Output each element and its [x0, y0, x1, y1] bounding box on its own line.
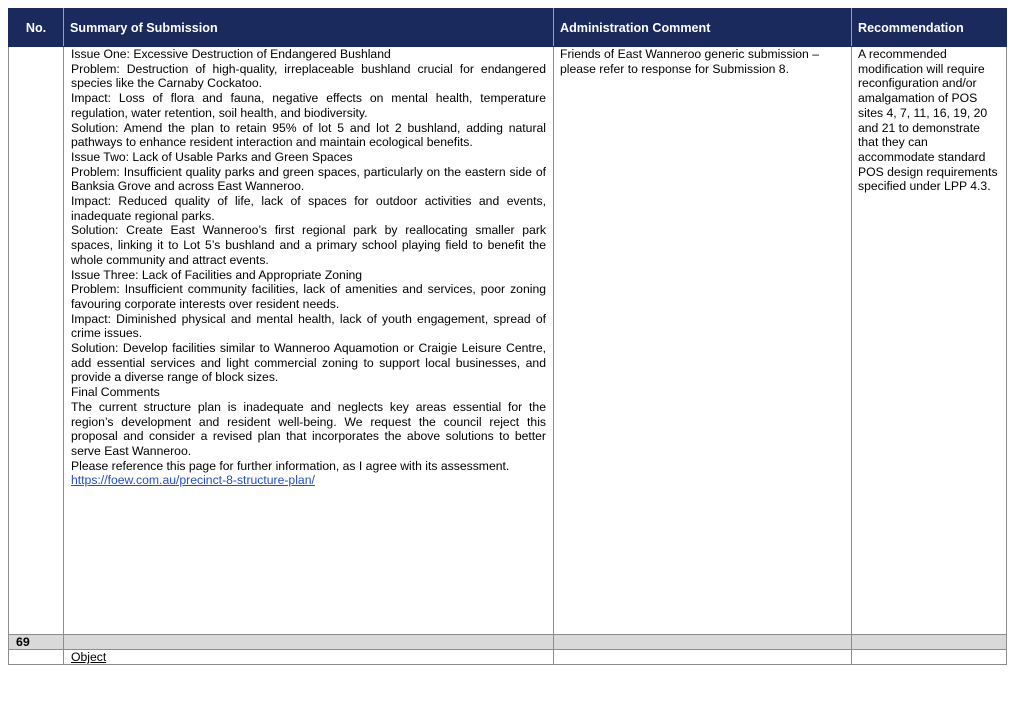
summary-line: Problem: Insufficient quality parks and green spaces, particularly on the eastern side of Banksia Grove and across East Wanneroo.	[71, 164, 546, 194]
number-row-blank	[852, 635, 1007, 650]
summary-line: Impact: Diminished physical and mental health, lack of youth engagement, spread of crime issues.	[71, 311, 546, 341]
header-summary: Summary of Submission	[64, 9, 554, 47]
submission-number: 69	[9, 635, 64, 650]
summary-line: Impact: Reduced quality of life, lack of spaces for outdoor activities and events, inadequate regional parks.	[71, 194, 546, 223]
header-recommendation: Recommendation	[852, 9, 1007, 47]
table-header-row	[9, 9, 1007, 47]
summary-text	[64, 47, 553, 488]
number-cell	[9, 47, 64, 635]
header-no: No.	[9, 9, 64, 47]
summary-line: Issue Two: Lack of Usable Parks and Green Spaces	[71, 149, 353, 164]
number-cell	[9, 650, 64, 665]
summary-line: Impact: Loss of flora and fauna, negative effects on mental health, temperature regulation, water retention, soil health, and biodiversity.	[71, 91, 546, 120]
object-label: Object	[71, 650, 107, 664]
header-admin-comment: Administration Comment	[554, 9, 852, 47]
summary-line: Issue Three: Lack of Facilities and Appropriate Zoning	[71, 267, 363, 282]
summary-line: Problem: Destruction of high-quality, irreplaceable bushland crucial for endangered species like the Carnaby Cockatoo.	[71, 61, 546, 91]
recommendation-cell	[852, 650, 1007, 665]
recommendation-cell	[852, 47, 1007, 635]
summary-line: Please reference this page for further information, as I agree with its assessment.	[71, 458, 510, 473]
number-row-blank	[554, 635, 852, 650]
table-row	[9, 650, 1007, 665]
admin-comment-text: Friends of East Wanneroo generic submission – please refer to response for Submission 8.	[560, 47, 819, 76]
summary-line: Problem: Insufficient community facilities, lack of amenities and services, poor zoning favouring corporate interests over resident needs.	[71, 282, 546, 311]
summary-line: Solution: Amend the plan to retain 95% of lot 5 and lot 2 bushland, adding natural pathways to enhance resident interaction and maintain ecological benefits.	[71, 120, 546, 150]
summary-line: Final Comments	[71, 385, 160, 400]
admin-comment-cell	[554, 650, 852, 665]
summary-line: Solution: Develop facilities similar to Wanneroo Aquamotion or Craigie Leisure Centre, add essential services and light commercial zoning to support local businesses, and provide a diverse range of block sizes.	[71, 341, 546, 385]
summary-line: Issue One: Excessive Destruction of Endangered Bushland	[71, 47, 391, 61]
summary-cell	[64, 47, 554, 635]
reference-link[interactable]: https://foew.com.au/precinct-8-structure-plan/	[71, 473, 315, 488]
number-row-blank	[64, 635, 554, 650]
summary-line: Solution: Create East Wanneroo’s first regional park by reallocating smaller park spaces, linking it to Lot 5’s bushland and a primary school playing field to benefit the whole community and attract events.	[71, 223, 546, 267]
submissions-table	[8, 8, 1007, 665]
table-row	[9, 47, 1007, 635]
summary-cell	[64, 650, 554, 665]
summary-line: The current structure plan is inadequate and neglects key areas essential for the region’s development and resident well-being. We request the council reject this proposal and consider a revised plan that incorporates the above solutions to better serve East Wanneroo.	[71, 399, 546, 458]
recommendation-text: A recommended modification will require reconfiguration and/or amalgamation of POS sites 4, 7, 11, 16, 19, 20 and 21 to demonstrate that they can accommodate standard POS design requirements specified under LPP 4.3.	[858, 47, 998, 194]
submission-number-row	[9, 635, 1007, 650]
admin-comment-cell	[554, 47, 852, 635]
